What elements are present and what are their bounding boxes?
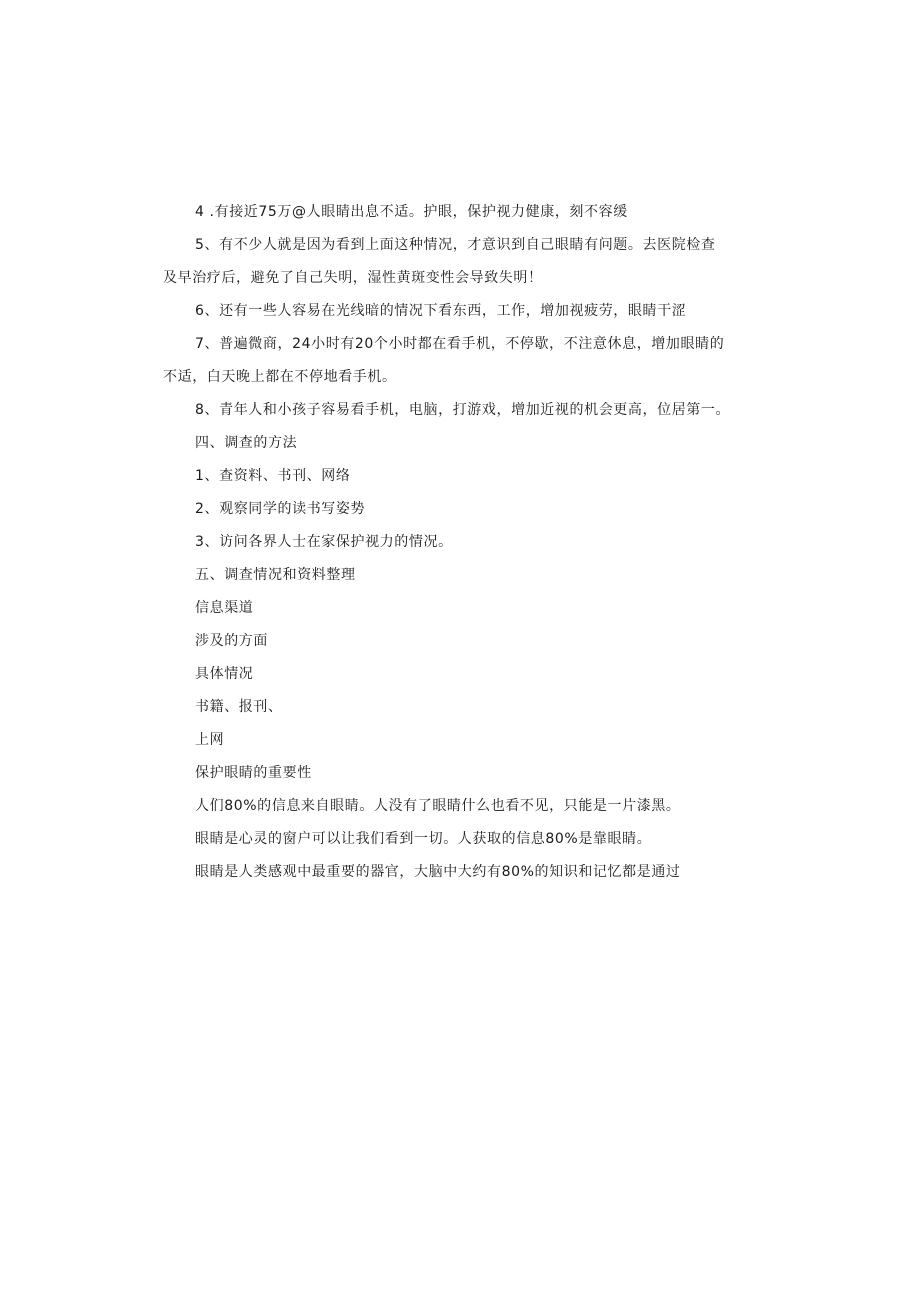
- paragraph-item-5: 5、有不少人就是因为看到上面这种情况，才意识到自己眼睛有问题。去医院检查: [195, 237, 716, 253]
- method-item-3: 3、访问各界人士在家保护视力的情况。: [195, 534, 453, 550]
- paragraph-item-7-continued: 不适，白天晚上都在不停地看手机。: [163, 369, 397, 385]
- paragraph-item-5-continued: 及早治疗后，避免了自己失明，湿性黄斑变性会导致失明！: [163, 270, 543, 286]
- document-body: [163, 196, 763, 889]
- paragraph-window-soul: 眼睛是心灵的窗户可以让我们看到一切。人获取的信息80%是靠眼睛。: [195, 831, 652, 847]
- paragraph-item-4: 4 .有接近75万@人眼睛出息不适。护眼，保护视力健康，刻不容缓: [195, 204, 628, 220]
- section-heading-methods: 四、调查的方法: [195, 435, 298, 451]
- table-value-importance: 保护眼睛的重要性: [195, 765, 312, 781]
- table-label-channel: 信息渠道: [195, 600, 254, 616]
- table-value-books: 书籍、报刊、: [195, 699, 283, 715]
- table-label-aspect: 涉及的方面: [195, 633, 268, 649]
- table-value-internet: 上网: [195, 732, 225, 748]
- paragraph-item-6: 6、还有一些人容易在光线暗的情况下看东西，工作，增加视疲劳，眼睛干涩: [195, 303, 687, 319]
- method-item-2: 2、观察同学的读书写姿势: [195, 501, 366, 517]
- paragraph-info-source: 人们80%的信息来自眼睛。人没有了眼睛什么也看不见，只能是一片漆黑。: [195, 798, 681, 814]
- paragraph-important-organ: 眼睛是人类感观中最重要的器官，大脑中大约有80%的知识和记忆都是通过: [195, 864, 681, 880]
- section-heading-findings: 五、调查情况和资料整理: [195, 567, 356, 583]
- paragraph-item-7: 7、普遍微商，24小时有20个小时都在看手机，不停歇，不注意休息，增加眼睛的: [195, 336, 725, 352]
- table-label-detail: 具体情况: [195, 666, 254, 682]
- method-item-1: 1、查资料、书刊、网络: [195, 468, 351, 484]
- paragraph-item-8: 8、青年人和小孩子容易看手机，电脑，打游戏，增加近视的机会更高，位居第一。: [195, 402, 731, 418]
